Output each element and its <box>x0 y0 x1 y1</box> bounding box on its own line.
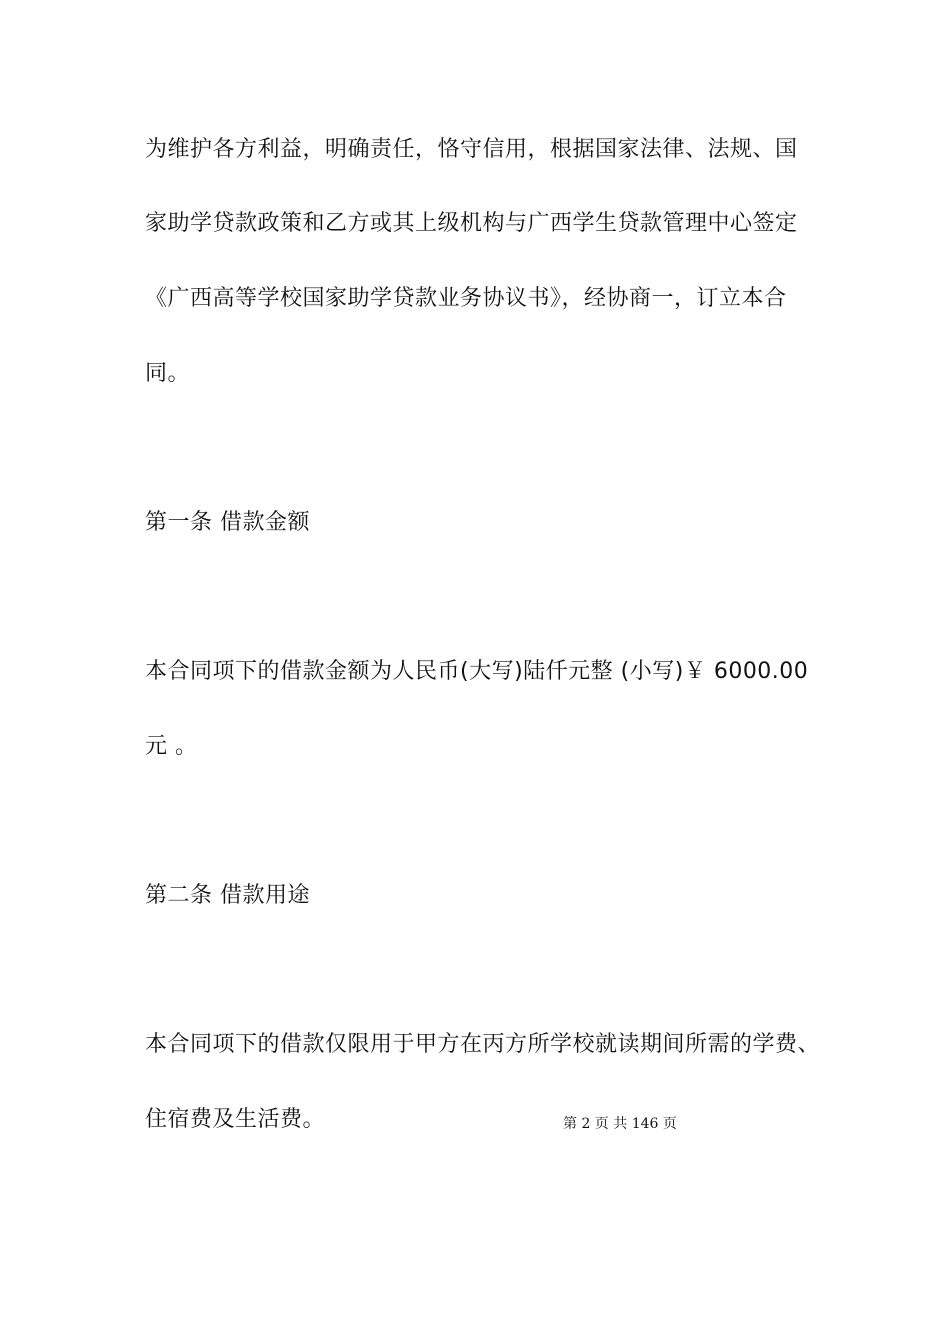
intro-line: 为维护各方利益，明确责任，恪守信用，根据国家法律、法规、国 <box>145 137 798 162</box>
article-2-line: 本合同项下的借款仅限用于甲方在丙方所学校就读期间所需的学费、 <box>145 1032 821 1057</box>
article-2-heading: 第二条 借款用途 <box>145 883 310 908</box>
article-1-line: 元 。 <box>145 734 198 759</box>
intro-line: 《广西高等学校国家助学贷款业务协议书》，经协商一，订立本合 <box>145 286 787 311</box>
intro-line: 家助学贷款政策和乙方或其上级机构与广西学生贷款管理中心签定 <box>145 211 798 236</box>
article-2-line: 住宿费及生活费。 <box>145 1107 326 1132</box>
page-footer: 第 2 页 共 146 页 <box>563 1116 677 1132</box>
article-1-heading: 第一条 借款金额 <box>145 510 310 535</box>
intro-line: 同。 <box>145 361 191 386</box>
article-1-line: 本合同项下的借款金额为人民币(大写)陆仟元整 (小写)￥ 6000.00 <box>145 659 809 684</box>
